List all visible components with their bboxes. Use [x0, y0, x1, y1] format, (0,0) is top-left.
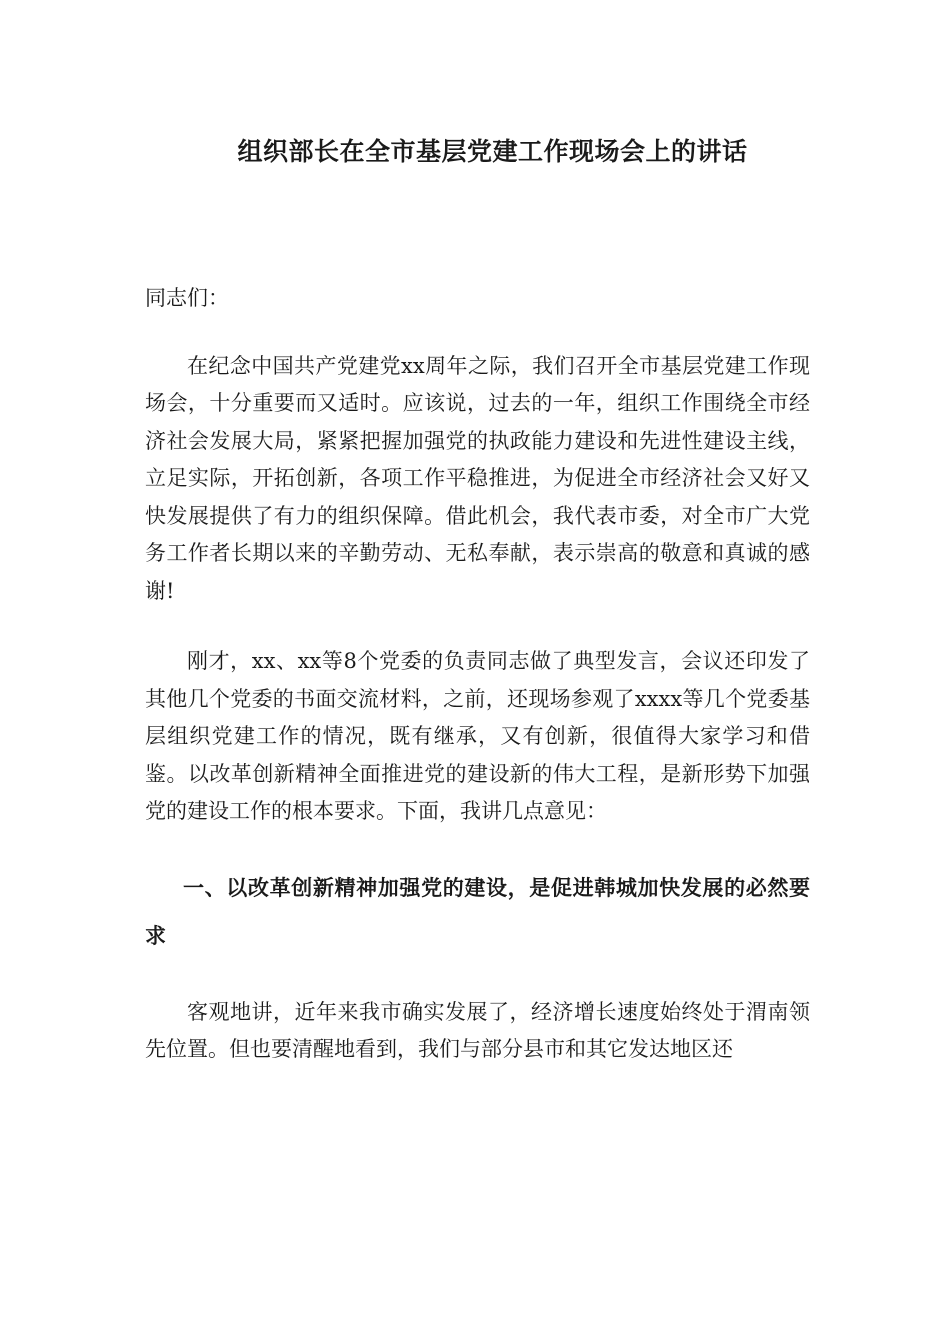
paragraph-section-1: 客观地讲，近年来我市确实发展了，经济增长速度始终处于渭南领先位置。但也要清醒地看到，我们与部分县市和其它发达地区还	[145, 999, 810, 1061]
document-title: 组织部长在全市基层党建工作现场会上的讲话	[237, 137, 748, 166]
salutation: 同志们：	[145, 286, 229, 310]
paragraph-review: 刚才，xx、xx等8个党委的负责同志做了典型发言，会议还印发了其他几个党委的书面交流材料，之前，还现场参观了xxxx等几个党委基层组织党建工作的情况，既有继承，又有创新，很值得大家学习和借鉴。以改革创新精神全面推进党的建设新的伟大工程，是新形势下加强党的建设工作的根本要求。下面，我讲几点意见：	[145, 649, 810, 823]
document-body	[145, 280, 810, 1069]
paragraph-opening: 在纪念中国共产党建党xx周年之际，我们召开全市基层党建工作现场会，十分重要而又适时。应该说，过去的一年，组织工作围绕全市经济社会发展大局，紧紧把握加强党的执政能力建设和先进性建设主线，立足实际，开拓创新，各项工作平稳推进，为促进全市经济社会又好又快发展提供了有力的组织保障。借此机会，我代表市委，对全市广大党务工作者长期以来的辛勤劳动、无私奉献，表示崇高的敬意和真诚的感谢!	[145, 353, 810, 603]
section-heading-1: 一、以改革创新精神加强党的建设，是促进韩城加快发展的必然要求	[145, 875, 810, 948]
